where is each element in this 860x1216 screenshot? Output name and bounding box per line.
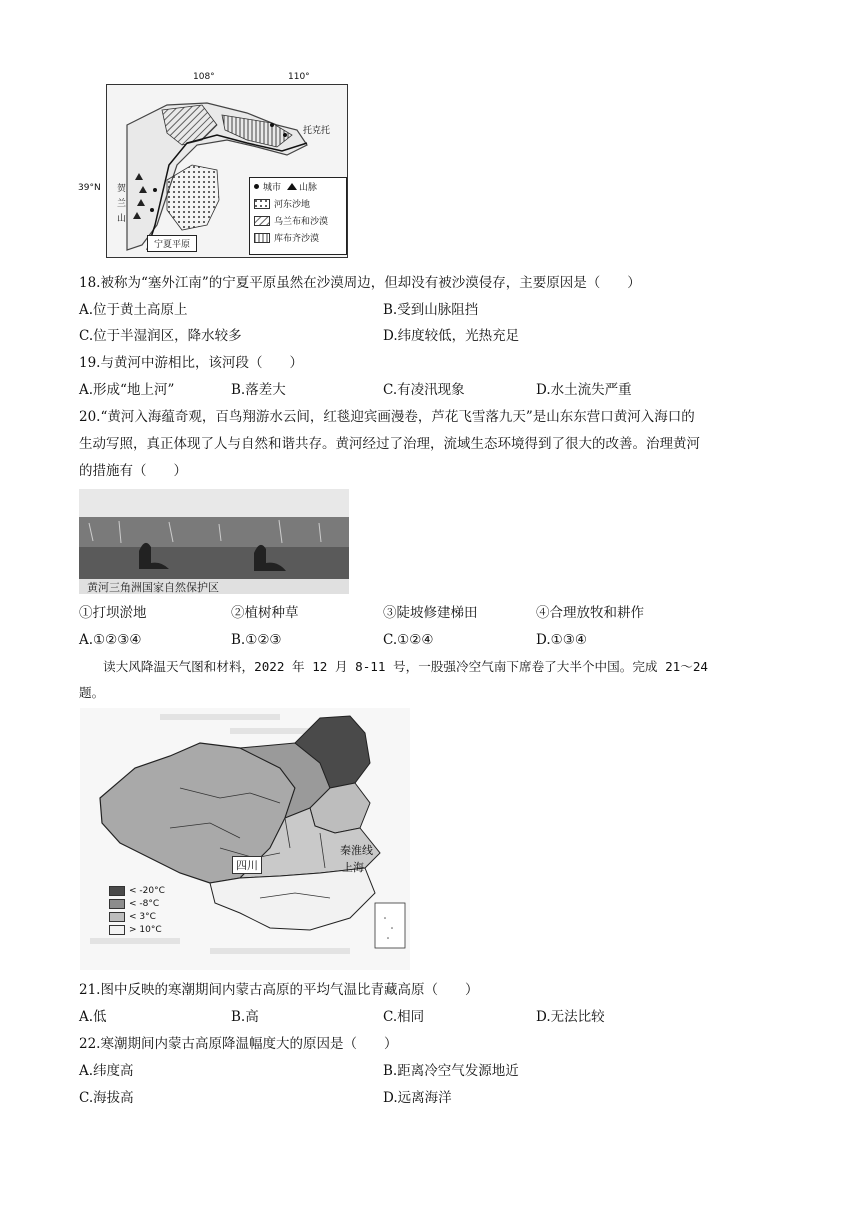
legend-kubuqi: 库布齐沙漠 xyxy=(250,229,346,246)
city-dot-icon xyxy=(254,184,259,189)
map1-plain-label: 宁夏平原 xyxy=(147,235,197,252)
hatch-dots-icon xyxy=(254,199,270,209)
q20-option-b: B.①②③ xyxy=(231,632,282,648)
intro-line-2: 题。 xyxy=(79,685,105,700)
q18-stem: 18.被称为“塞外江南”的宁夏平原虽然在沙漠周边，但却没有被沙漠侵存，主要原因是（ ） xyxy=(79,275,641,291)
label-shanghai: 上海 xyxy=(342,861,364,874)
q18-option-b: B.受到山脉阻挡 xyxy=(383,302,479,318)
label-qinhuai-line: 秦淮线 xyxy=(340,844,373,857)
q19-option-c: C.有凌汛现象 xyxy=(383,382,465,398)
swatch-4 xyxy=(109,925,125,935)
map1-lon-110: 110° xyxy=(288,72,310,82)
q20-stem-line-1: 20.“黄河入海蕴奇观，百鸟翔游水云间，红毯迎宾画漫卷，芦花飞雪落九天”是山东东营口黄河入海口的 xyxy=(79,409,695,425)
legend-row-3: < 3°C xyxy=(105,910,165,923)
ningxia-map xyxy=(106,84,348,258)
label-sichuan: 四川 xyxy=(232,856,262,874)
q18-option-a: A.位于黄土高原上 xyxy=(79,302,188,318)
q21-option-d: D.无法比较 xyxy=(536,1009,605,1025)
q20-option-a: A.①②③④ xyxy=(79,632,142,648)
map1-legend xyxy=(249,177,347,255)
q20-measure-2: ②植树种草 xyxy=(231,605,299,621)
yellow-river-delta-photo xyxy=(79,489,349,594)
legend-ulanbuh: 乌兰布和沙漠 xyxy=(250,212,346,229)
legend-row-1: < -20°C xyxy=(105,884,165,897)
q20-stem-line-2: 生动写照，真正体现了人与自然和谐共存。黄河经过了治理，流域生态环境得到了很大的改善。治理黄河 xyxy=(79,436,700,452)
q21-option-c: C.相同 xyxy=(383,1009,425,1025)
hatch-diagonal-icon xyxy=(254,216,270,226)
temperature-legend xyxy=(105,884,165,936)
q22-option-a: A.纬度高 xyxy=(79,1063,134,1079)
q22-option-d: D.远离海洋 xyxy=(383,1090,452,1106)
q19-option-a: A.形成“地上河” xyxy=(79,382,175,398)
map1-lat-39: 39°N xyxy=(78,183,101,193)
legend-row-2: < -8°C xyxy=(105,897,165,910)
map1-mountain-char-2: 兰 xyxy=(117,199,127,209)
map1-city-label: 托克托 xyxy=(303,126,331,136)
q19-option-d: D.水土流失严重 xyxy=(536,382,632,398)
map1-mountain-char-1: 贺 xyxy=(117,184,127,194)
q19-option-b: B.落差大 xyxy=(231,382,286,398)
q22-stem: 22.寒潮期间内蒙古高原降温幅度大的原因是（ ） xyxy=(79,1036,398,1052)
swatch-2 xyxy=(109,899,125,909)
q22-option-c: C.海拔高 xyxy=(79,1090,134,1106)
q20-option-d: D.①③④ xyxy=(536,632,587,648)
q20-stem-line-3: 的措施有（ ） xyxy=(79,463,187,479)
q20-option-c: C.①②④ xyxy=(383,632,434,648)
legend-city-mountain: 城市 山脉 xyxy=(250,178,346,195)
q18-option-d: D.纬度较低，光热充足 xyxy=(383,328,520,344)
intro-line-1: 读大风降温天气图和材料，2022 年 12 月 8-11 号，一股强冷空气南下席卷了大半个中国。完成 21～24 xyxy=(103,659,709,674)
q21-option-a: A.低 xyxy=(79,1009,107,1025)
q22-option-b: B.距离冷空气发源地近 xyxy=(383,1063,519,1079)
mountain-icon xyxy=(287,183,297,190)
swatch-3 xyxy=(109,912,125,922)
photo-caption: 黄河三角洲国家自然保护区 xyxy=(87,581,219,594)
q18-option-c: C.位于半湿润区，降水较多 xyxy=(79,328,242,344)
q20-measure-1: ①打坝淤地 xyxy=(79,605,147,621)
legend-row-4: > 10°C xyxy=(105,923,165,936)
q19-stem: 19.与黄河中游相比，该河段（ ） xyxy=(79,355,303,371)
hatch-vertical-icon xyxy=(254,233,270,243)
q20-measure-4: ④合理放牧和耕作 xyxy=(536,605,644,621)
map1-mountain-char-3: 山 xyxy=(117,214,127,224)
q21-stem: 21.图中反映的寒潮期间内蒙古高原的平均气温比青藏高原（ ） xyxy=(79,982,479,998)
q21-option-b: B.高 xyxy=(231,1009,259,1025)
swatch-1 xyxy=(109,886,125,896)
q20-measure-3: ③陡坡修建梯田 xyxy=(383,605,478,621)
china-cold-wave-map xyxy=(80,708,410,970)
legend-hedong: 河东沙地 xyxy=(250,195,346,212)
map1-lon-108: 108° xyxy=(193,72,215,82)
